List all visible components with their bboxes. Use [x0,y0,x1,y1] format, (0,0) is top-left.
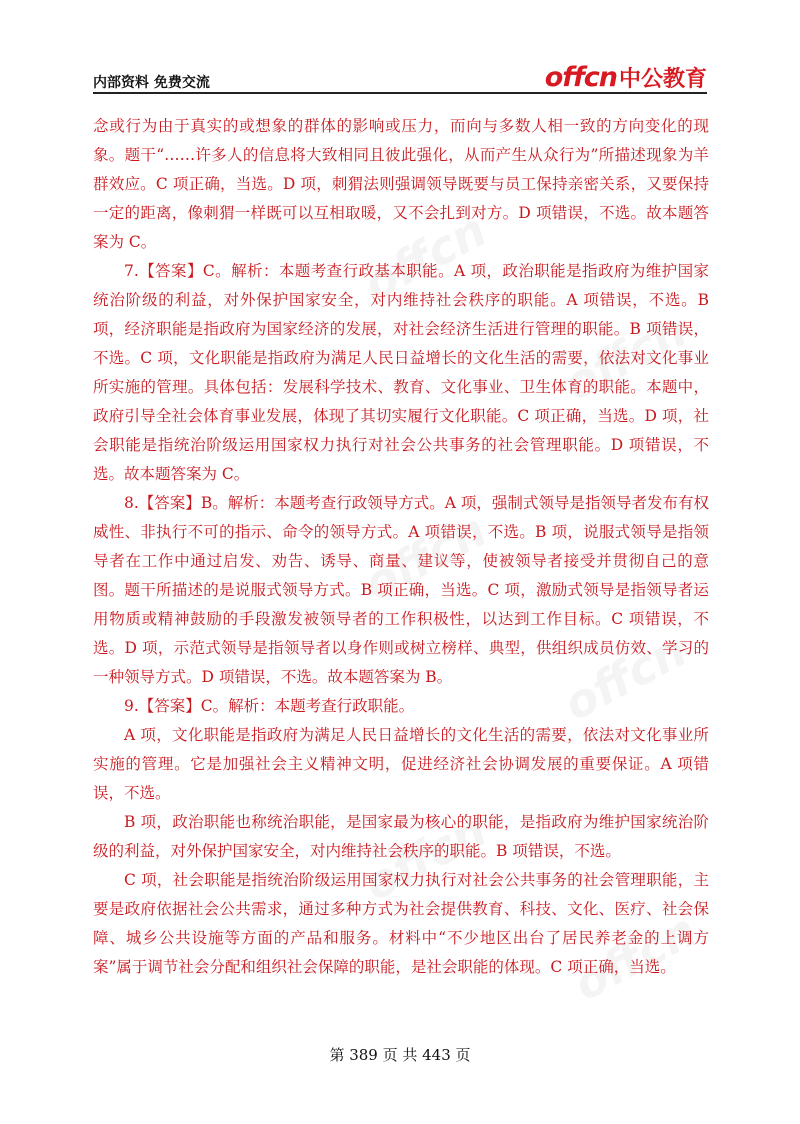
document-body [93,112,709,982]
offcn-logo [539,62,707,92]
paragraph: 8.【答案】B。解析：本题考查行政领导方式。A 项，强制式领导是指领导者发布有权威性、非执行不可的指示、命令的领导方式。A 项错误，不选。B 项，说服式领导是指领导者在工作中通过启发、劝告、诱导、商量、建议等，使被领导者接受并贯彻自己的意图。题干所描述的是说服式领导方式。B 项正确，当选。C 项，激励式领导是指领导者运用物质或精神鼓励的手段激发被领导者的工作积极性，以达到工作目标。C 项错误，不选。D 项，示范式领导是指领导者以身作则或树立榜样、典型，供组织成员仿效、学习的一种领导方式。D 项错误，不选。故本题答案为 B。 [93,494,709,686]
paragraph: 念或行为由于真实的或想象的群体的影响或压力，而向与多数人相一致的方向变化的现象。题干“……许多人的信息将大致相同且彼此强化，从而产生从众行为”所描述现象为羊群效应。C 项正确，当选。D 项，刺猬法则强调领导既要与员工保持亲密关系，又要保持一定的距离，像刺猬一样既可以互相取暖，又不会扎到对方。D 项错误，不选。故本题答案为 C。 [93,117,709,251]
logo-text-cn: 中公教育 [618,66,707,92]
logo-text-en: offcn [544,61,617,93]
paragraph: B 项，政治职能也称统治职能，是国家最为核心的职能，是指政府为维护国家统治阶级的利益，对外保护国家安全，对内维持社会秩序的职能。B 项错误，不选。 [93,813,709,860]
page-header [93,61,707,93]
paragraph: 9.【答案】C。解析：本题考查行政职能。 [124,697,415,715]
page-number: 第 389 页 共 443 页 [329,1046,471,1064]
page-footer [0,1044,800,1065]
header-label: 内部资料 免费交流 [93,75,210,91]
paragraph: C 项，社会职能是指统治阶级运用国家权力执行对社会公共事务的社会管理职能，主要是政府依据社会公共需求，通过多种方式为社会提供教育、科技、文化、医疗、社会保障、城乡公共设施等方面的产品和服务。材料中“不少地区出台了居民养老金的上调方案”属于调节社会分配和组织社会保障的职能，是社会职能的体现。C 项正确，当选。 [93,871,709,976]
paragraph: 7.【答案】C。解析：本题考查行政基本职能。A 项，政治职能是指政府为维护国家统治阶级的利益，对外保护国家安全，对内维持社会秩序的职能。A 项错误，不选。B 项，经济职能是指政府为国家经济的发展，对社会经济生活进行管理的职能。B 项错误，不选。C 项，文化职能是指政府为满足人民日益增长的文化生活的需要，依法对文化事业所实施的管理。具体包括：发展科学技术、教育、文化事业、卫生体育的职能。本题中，政府引导全社会体育事业发展，体现了其切实履行文化职能。C 项正确，当选。D 项，社会职能是指统治阶级运用国家权力执行对社会公共事务的社会管理职能。D 项错误，不选。故本题答案为 C。 [93,262,709,483]
paragraph: A 项，文化职能是指政府为满足人民日益增长的文化生活的需要，依法对文化事业所实施的管理。它是加强社会主义精神文明，促进经济社会协调发展的重要保证。A 项错误，不选。 [93,726,709,802]
